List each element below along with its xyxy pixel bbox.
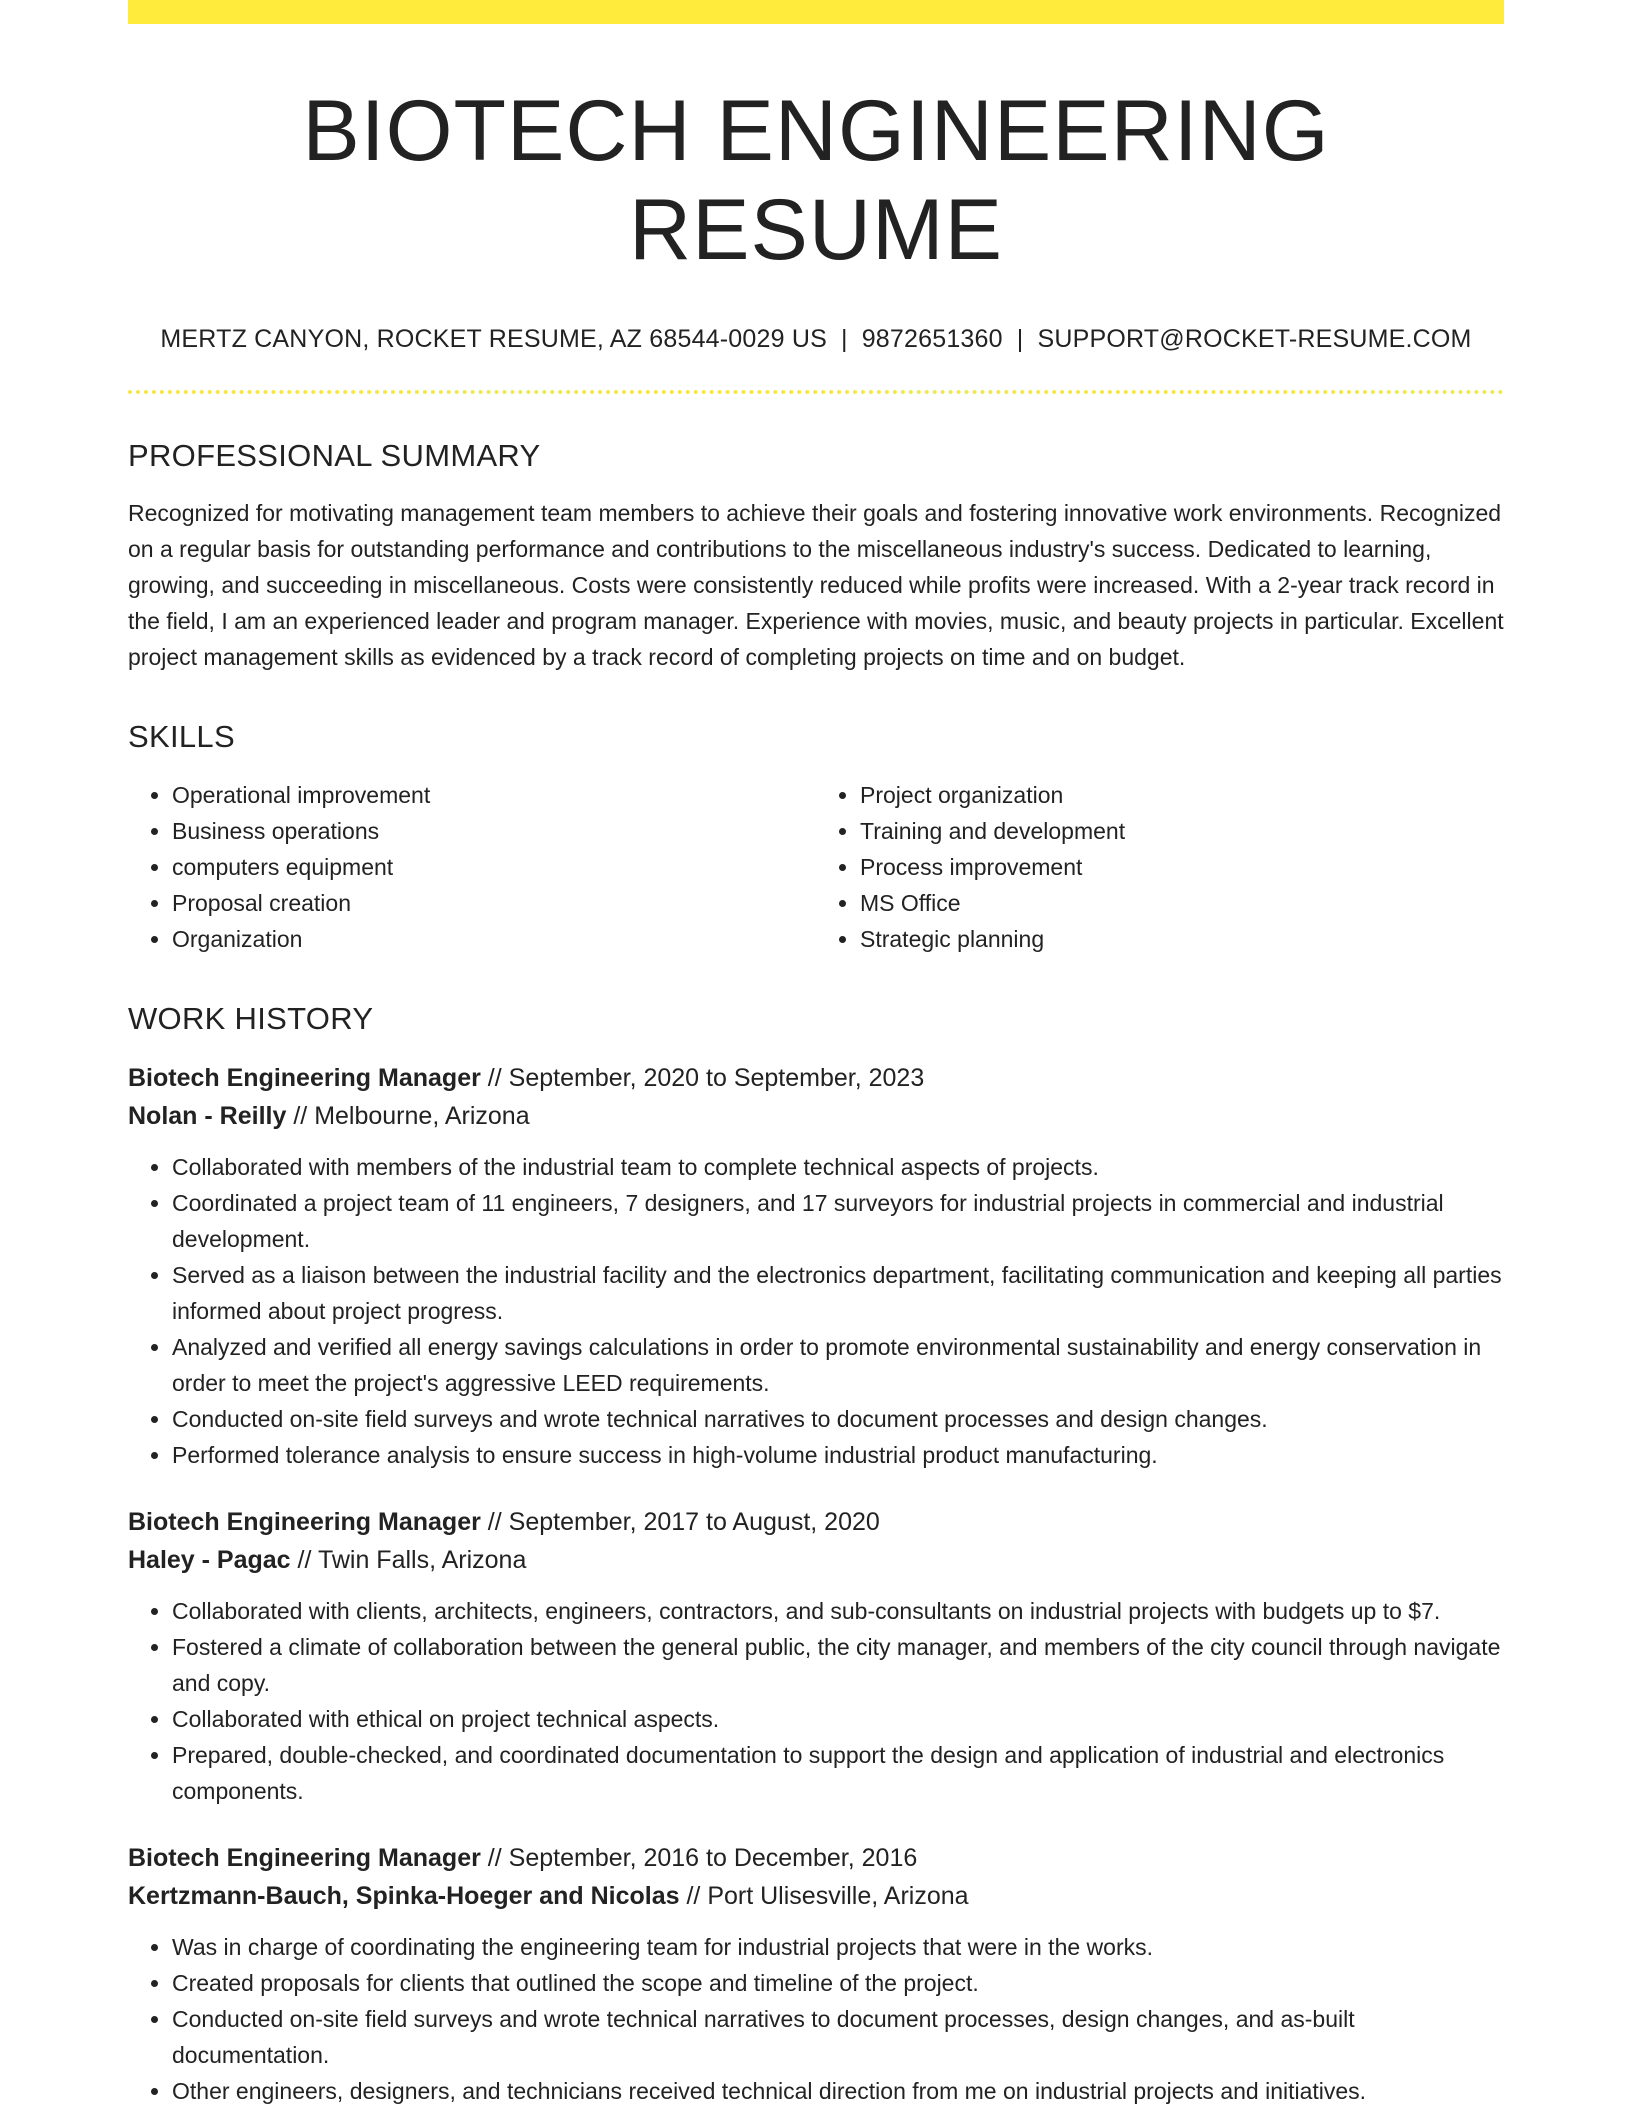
- job-bullet: • Analyzed and verified all energy savings calculations in order to promote environmental sustainability and energy conservation in order to meet the project's aggressive LEED requirements.: [172, 1329, 1504, 1401]
- job-bullets: [128, 1593, 1504, 1809]
- job-bullet: • Served as a liaison between the industrial facility and the electronics department, facilitating communication and keeping all parties informed about project progress.: [172, 1257, 1504, 1329]
- job-bullet: • Prepared, double-checked, and coordinated documentation to support the design and application of industrial and electronics components.: [172, 1737, 1504, 1809]
- job-title: Biotech Engineering Manager: [128, 1063, 481, 1092]
- job-bullet: • Performed tolerance analysis to ensure success in high-volume industrial product manufacturing.: [172, 1437, 1504, 1473]
- summary-text: Recognized for motivating management team members to achieve their goals and fostering innovative work environments. Recognized on a regular basis for outstanding performance and contributions to the miscellaneous industry's success. Dedicated to learning, growing, and succeeding in miscellaneous. Costs were consistently reduced while profits were increased. With a 2-year track record in the field, I am an experienced leader and program manager. Experience with movies, music, and beauty projects in particular. Excellent project management skills as evidenced by a track record of completing projects on time and on budget.: [128, 500, 1504, 671]
- job-location: Melbourne, Arizona: [314, 1101, 530, 1130]
- job-title: Biotech Engineering Manager: [128, 1843, 481, 1872]
- job-company-line: [128, 1877, 1504, 1915]
- job-bullet: • Conducted on-site field surveys and wrote technical narratives to document processes, design changes, and as-built documentation.: [172, 2001, 1504, 2073]
- skill-item: • Organization: [172, 921, 816, 957]
- job-dates: September, 2016 to December, 2016: [508, 1843, 918, 1872]
- job-location: Twin Falls, Arizona: [317, 1545, 527, 1574]
- skills-heading: SKILLS: [128, 719, 235, 755]
- job-separator: //: [297, 1545, 312, 1574]
- job-entry: [128, 1503, 1504, 1809]
- skill-item: • Project organization: [860, 777, 1504, 813]
- summary-heading: PROFESSIONAL SUMMARY: [128, 437, 541, 473]
- job-company-line: [128, 1541, 1504, 1579]
- job-bullet: • Coordinated a project team of 11 engineers, 7 designers, and 17 surveyors for industrial projects in commercial and industrial development.: [172, 1185, 1504, 1257]
- job-title: Biotech Engineering Manager: [128, 1507, 481, 1536]
- job-company: Nolan - Reilly: [128, 1101, 287, 1130]
- job-company: Haley - Pagac: [128, 1545, 291, 1574]
- accent-bar: [128, 0, 1504, 24]
- job-bullet: • Collaborated with clients, architects, engineers, contractors, and sub-consultants on industrial projects with budgets up to $7.: [172, 1593, 1504, 1629]
- job-bullet: • Fostered a climate of collaboration between the general public, the city manager, and members of the city council through navigate and copy.: [172, 1629, 1504, 1701]
- job-separator: //: [487, 1063, 502, 1092]
- skill-item: • Operational improvement: [172, 777, 816, 813]
- header-divider: [128, 390, 1504, 394]
- job-entry: [128, 1839, 1504, 2109]
- skills-column-right: [816, 777, 1504, 957]
- job-bullets: [128, 1929, 1504, 2109]
- job-bullet: • Other engineers, designers, and technicians received technical direction from me on industrial projects and initiatives.: [172, 2073, 1504, 2109]
- skill-item: • Proposal creation: [172, 885, 816, 921]
- skill-item: • Business operations: [172, 813, 816, 849]
- skill-item: • Training and development: [860, 813, 1504, 849]
- job-separator: //: [487, 1843, 502, 1872]
- job-bullet: • Collaborated with members of the industrial team to complete technical aspects of projects.: [172, 1149, 1504, 1185]
- job-bullet: • Collaborated with ethical on project technical aspects.: [172, 1701, 1504, 1737]
- skill-item: • computers equipment: [172, 849, 816, 885]
- resume-title: BIOTECH ENGINEERING RESUME: [302, 83, 1330, 278]
- skill-item: • Process improvement: [860, 849, 1504, 885]
- skill-item: • Strategic planning: [860, 921, 1504, 957]
- job-title-line: [128, 1839, 1504, 1877]
- job-entry: [128, 1059, 1504, 1473]
- skills-list: [128, 777, 1504, 957]
- job-bullets: [128, 1149, 1504, 1473]
- contact-address: MERTZ CANYON, ROCKET RESUME, AZ 68544-0029 US: [160, 324, 827, 353]
- contact-phone: 9872651360: [861, 324, 1003, 353]
- contact-separator: |: [841, 324, 848, 353]
- job-title-line: [128, 1503, 1504, 1541]
- job-separator: //: [686, 1881, 701, 1910]
- job-bullet: • Created proposals for clients that outlined the scope and timeline of the project.: [172, 1965, 1504, 2001]
- job-separator: //: [487, 1507, 502, 1536]
- work-history-heading: WORK HISTORY: [128, 1001, 374, 1037]
- job-location: Port Ulisesville, Arizona: [707, 1881, 969, 1910]
- job-separator: //: [293, 1101, 308, 1130]
- skills-column-left: [128, 777, 816, 957]
- contact-line: [128, 324, 1504, 354]
- job-company-line: [128, 1097, 1504, 1135]
- job-title-line: [128, 1059, 1504, 1097]
- job-dates: September, 2017 to August, 2020: [508, 1507, 880, 1536]
- job-company: Kertzmann-Bauch, Spinka-Hoeger and Nicolas: [128, 1881, 680, 1910]
- contact-separator: |: [1016, 324, 1024, 353]
- contact-email: SUPPORT@ROCKET-RESUME.COM: [1037, 324, 1472, 353]
- job-dates: September, 2020 to September, 2023: [508, 1063, 925, 1092]
- skill-item: • MS Office: [860, 885, 1504, 921]
- job-bullet: • Conducted on-site field surveys and wrote technical narratives to document processes and design changes.: [172, 1401, 1504, 1437]
- resume-content: [128, 24, 1504, 2109]
- job-bullet: • Was in charge of coordinating the engineering team for industrial projects that were in the works.: [172, 1929, 1504, 1965]
